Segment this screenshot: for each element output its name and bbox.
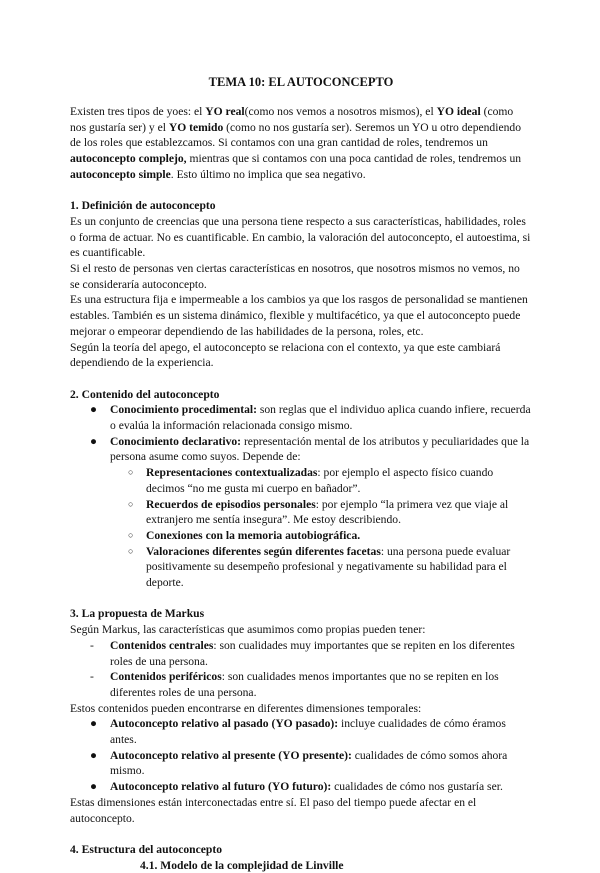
paragraph: Es un conjunto de creencias que una persona tiene respecto a sus características, habilidades, roles o forma de actuar. No es cuantificable. En cambio, la valoración del autoconcepto, el autoestima, si es cuantificable. xyxy=(70,214,531,260)
bullet-icon: ● xyxy=(90,717,98,731)
list-item: - Contenidos centrales: son cualidades muy importantes que se repiten en los diferentes roles de una persona. xyxy=(90,638,515,668)
bullet-icon: ● xyxy=(90,434,98,448)
sub-list-item: ○ Valoraciones diferentes según diferentes facetas: una persona puede evaluar positivamente su desempeño profesional y negativamente su habilidad para el deporte. xyxy=(128,544,511,590)
paragraph: Según la teoría del apego, el autoconcepto se relaciona con el contexto, ya que este cambiará dependiendo de la experiencia. xyxy=(70,340,501,370)
document-page xyxy=(70,74,532,873)
dash-list xyxy=(70,638,532,701)
list-item: ● Conocimiento procedimental: son reglas que el individuo aplica cuando infiere, recuerda o evalúa la información relacionada consigo mismo. xyxy=(90,403,531,433)
dash-icon: - xyxy=(90,638,94,652)
bullet-icon: ● xyxy=(90,748,98,762)
sub-list-item: ○ Representaciones contextualizadas: por ejemplo el aspecto físico cuando decimos “no me gusta mi cuerpo en bañador”. xyxy=(128,466,494,495)
circle-bullet-icon: ○ xyxy=(128,545,134,556)
bullet-list xyxy=(70,716,532,795)
paragraph: Estas dimensiones están interconectadas entre sí. El paso del tiempo puede afectar en el autoconcepto. xyxy=(70,795,477,825)
section-4-1-heading: 4.1. Modelo de la complejidad de Linville xyxy=(140,858,344,872)
sub-list-item: ○ Conexiones con la memoria autobiográfica. xyxy=(128,528,361,542)
list-item: ● Conocimiento declarativo: representación mental de los atributos y peculiaridades que la persona asume como suyos. Depende de: xyxy=(90,434,530,464)
list-item: ● Autoconcepto relativo al presente (YO presente): cualidades de cómo somos ahora mismo. xyxy=(90,748,508,778)
bullet-icon: ● xyxy=(90,780,98,794)
section-4-heading: 4. Estructura del autoconcepto xyxy=(70,842,222,856)
paragraph: Estos contenidos pueden encontrarse en diferentes dimensiones temporales: xyxy=(70,701,422,715)
circle-bullet-icon: ○ xyxy=(128,498,134,509)
section-1-heading: 1. Definición de autoconcepto xyxy=(70,199,216,213)
section-2-heading: 2. Contenido del autoconcepto xyxy=(70,387,220,401)
bullet-list xyxy=(70,402,532,590)
dash-icon: - xyxy=(90,670,94,684)
circle-bullet-icon: ○ xyxy=(128,467,134,478)
paragraph: Si el resto de personas ven ciertas características en nosotros, que nosotros mismos no vemos, no se consideraría autoconcepto. xyxy=(70,262,520,291)
bullet-icon: ● xyxy=(90,403,98,417)
list-item: - Contenidos periféricos: son cualidades menos importantes que no se repiten en los diferentes roles de una persona. xyxy=(90,670,499,699)
sub-list-item: ○ Recuerdos de episodios personales: por ejemplo “la primera vez que viaje al extranjero me sentía insegura”. Me estoy describiendo. xyxy=(128,497,509,527)
section-3-heading: 3. La propuesta de Markus xyxy=(70,607,205,621)
paragraph: Según Markus, las características que asumimos como propias pueden tener: xyxy=(70,623,426,637)
intro-paragraph: Existen tres tipos de yoes: el YO real(como nos vemos a nosotros mismos), el YO ideal (como nos gustaría ser) y el YO temido (como no nos gustaría ser). Seremos un YO u otro dependiendo de los roles que establezcamos. Si contamos con una gran cantidad de roles, tendremos un autoconcepto complejo, mientras que si contamos con una poca cantidad de roles, tendremos un autoconcepto simple. Esto último no implica que sea negativo. xyxy=(70,105,522,181)
list-item: ● Autoconcepto relativo al pasado (YO pasado): incluye cualidades de cómo éramos antes. xyxy=(90,717,506,747)
document-title: TEMA 10: EL AUTOCONCEPTO xyxy=(208,75,394,89)
list-item: ● Autoconcepto relativo al futuro (YO futuro): cualidades de cómo nos gustaría ser. xyxy=(90,780,503,794)
paragraph: Es una estructura fija e impermeable a los cambios ya que los rasgos de personalidad se mantienen estables. También es un sistema dinámico, flexible y multifacético, ya que el autoconcepto puede mejorar o empeorar dependiendo de las habilidades de la persona, roles, etc. xyxy=(70,293,528,338)
circle-bullet-icon: ○ xyxy=(128,529,134,540)
